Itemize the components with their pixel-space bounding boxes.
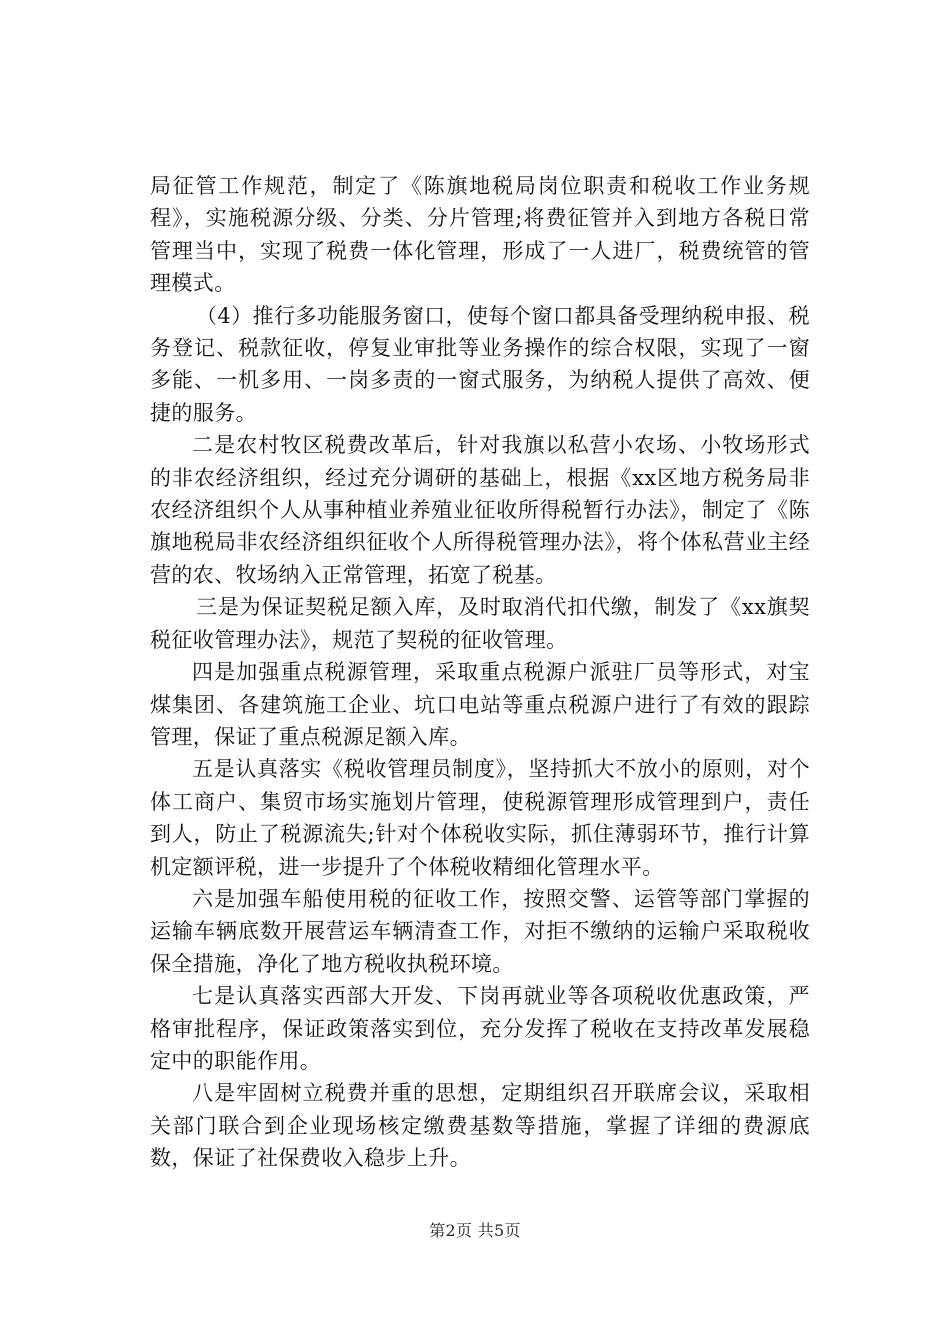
paragraph-preferential-policies: 七是认真落实西部大开发、下岗再就业等各项税收优惠政策，严格审批程序，保证政策落实到位，充分发挥了税收在支持改革发展稳定中的职能作用。 bbox=[150, 984, 810, 1073]
page-number-footer: 第2页 共5页 bbox=[429, 1221, 521, 1240]
paragraph-continuation: 局征管工作规范，制定了《陈旗地税局岗位职责和税收工作业务规程》，实施税源分级、分类、分片管理;将费征管并入到地方各税日常管理当中，实现了税费一体化管理，形成了一人进厂，税费统管的管理模式。 bbox=[150, 174, 810, 296]
paragraph-vehicle-tax: 六是加强车船使用税的征收工作，按照交警、运管等部门掌握的运输车辆底数开展营运车辆清查工作，对拒不缴纳的运输户采取税收保全措施，净化了地方税收执税环境。 bbox=[150, 886, 810, 976]
paragraph-key-tax-sources: 四是加强重点税源管理，采取重点税源户派驻厂员等形式，对宝煤集团、各建筑施工企业、坑口电站等重点税源户进行了有效的跟踪管理，保证了重点税源足额入库。 bbox=[150, 660, 810, 749]
paragraph-rural-tax-reform: 二是农村牧区税费改革后，针对我旗以私营小农场、小牧场形式的非农经济组织，经过充分调研的基础上，根据《xx区地方税务局非农经济组织个人从事种植业养殖业征收所得税暂行办法》，制定了《陈旗地税局非农经济组织征收个人所得税管理办法》，将个体私营业主经营的农、牧场纳入正常管理，拓宽了税基。 bbox=[150, 433, 810, 587]
paragraph-service-window: （4）推行多功能服务窗口，使每个窗口都具备受理纳税申报、税务登记、税款征收，停复业审批等业务操作的综合权限，实现了一窗多能、一机多用、一岗多责的一窗式服务，为纳税人提供了高效、便捷的服务。 bbox=[150, 303, 810, 425]
paragraph-tax-administrator-system: 五是认真落实《税收管理员制度》，坚持抓大不放小的原则，对个体工商户、集贸市场实施划片管理，使税源管理形成管理到户，责任到人，防止了税源流失;针对个体税收实际，抓住薄弱环节，推行计算机定额评税，进一步提升了个体税收精细化管理水平。 bbox=[150, 757, 810, 879]
paragraph-deed-tax: 三是为保证契税足额入库，及时取消代扣代缴，制发了《xx旗契税征收管理办法》，规范了契税的征收管理。 bbox=[150, 595, 810, 652]
paragraph-social-security-fees: 八是牢固树立税费并重的思想，定期组织召开联席会议，采取相关部门联合到企业现场核定缴费基数等措施，掌握了详细的费源底数，保证了社保费收入稳步上升。 bbox=[150, 1081, 810, 1171]
document-body bbox=[150, 170, 810, 1175]
